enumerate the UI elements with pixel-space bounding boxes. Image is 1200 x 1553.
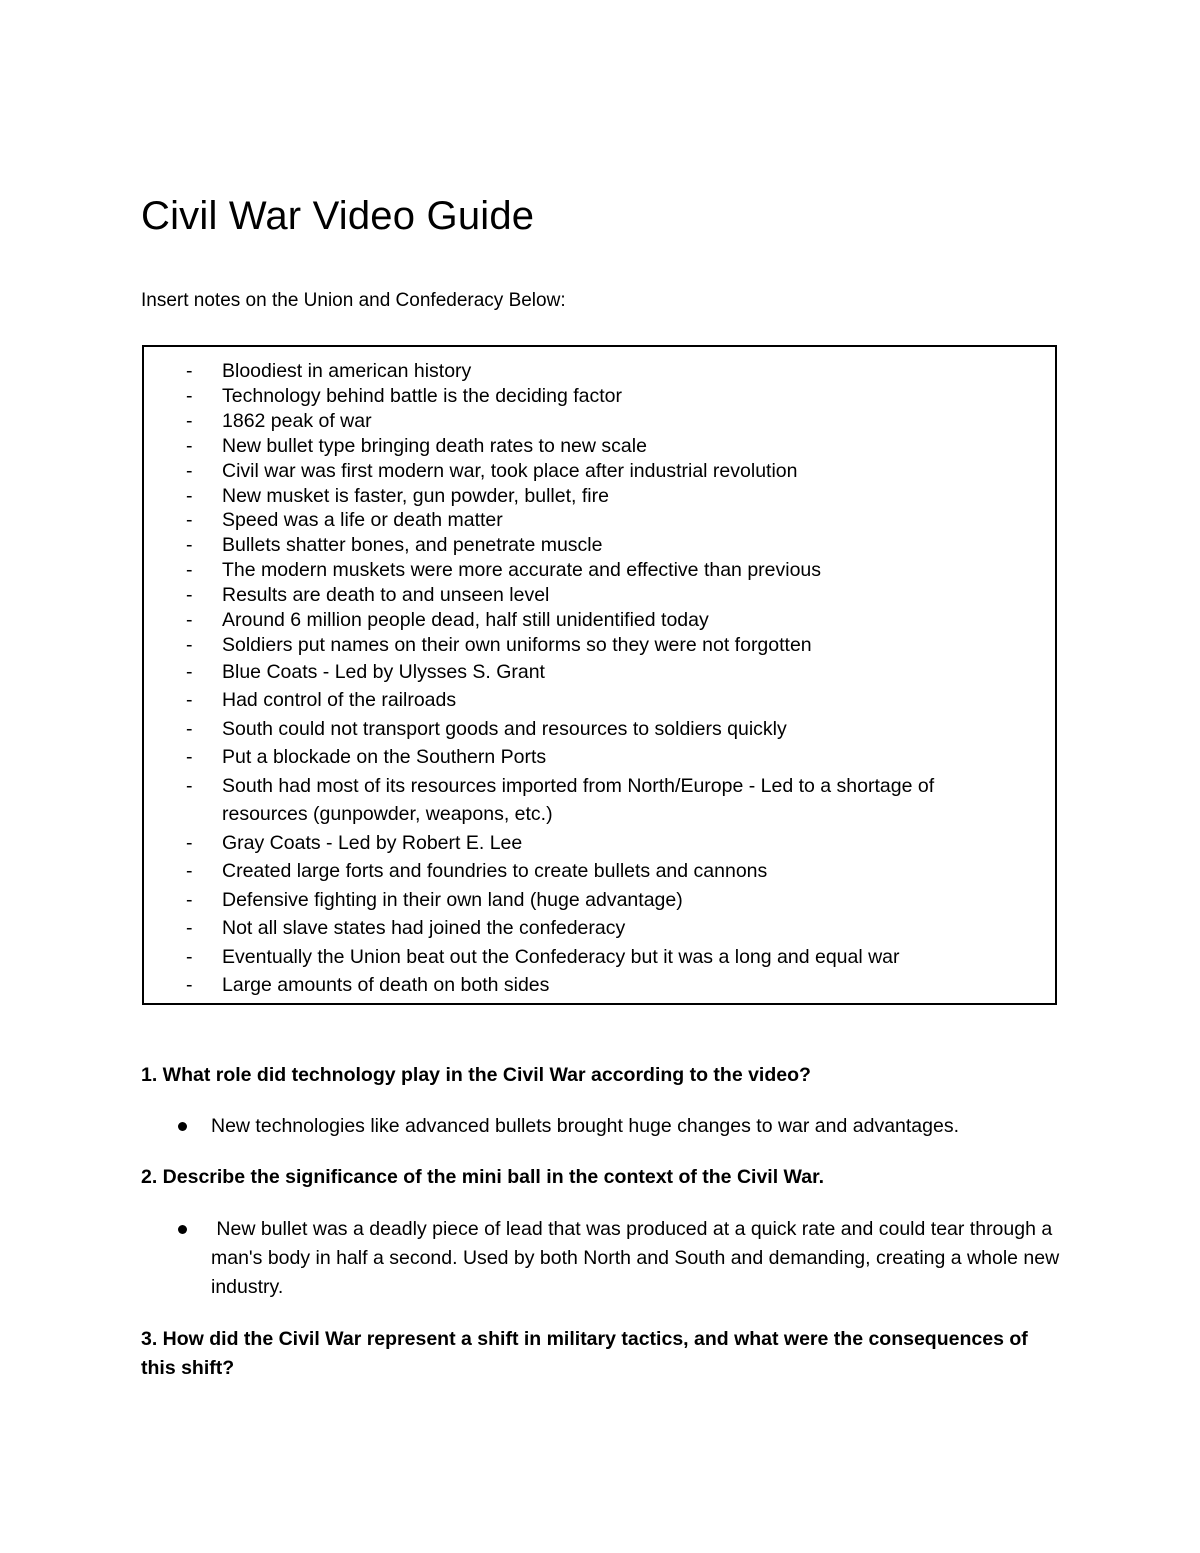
note-text: Results are death to and unseen level [222, 584, 550, 607]
dash-marker: - [186, 534, 193, 557]
note-item [144, 633, 1055, 658]
answer-2: New bullet was a deadly piece of lead that was produced at a quick rate and could tear through a man's body in half a second. Used by both North and South and demanding, creating a whole new industry. [211, 1218, 1065, 1298]
note-item [144, 409, 1055, 434]
page-title: Civil War Video Guide [141, 194, 535, 238]
note-item [144, 715, 1055, 744]
note-item [144, 971, 1055, 1000]
dash-marker: - [186, 633, 193, 656]
note-text: Blue Coats - Led by Ulysses S. Grant [222, 660, 545, 683]
dash-marker: - [186, 831, 193, 854]
dash-marker: - [186, 584, 193, 607]
note-item [144, 359, 1055, 384]
dash-marker: - [186, 384, 193, 407]
note-text: 1862 peak of war [222, 409, 372, 432]
dash-marker: - [186, 888, 193, 911]
note-text: Created large forts and foundries to create bullets and cannons [222, 860, 768, 883]
note-item [144, 914, 1055, 943]
dash-marker: - [186, 459, 193, 482]
note-item [144, 608, 1055, 633]
note-item [144, 508, 1055, 533]
note-text: South had most of its resources imported from North/Europe - Led to a shortage of resources (gunpowder, weapons, etc.) [222, 774, 935, 826]
intro-text: Insert notes on the Union and Confederacy Below: [141, 290, 566, 311]
dash-marker: - [186, 689, 193, 712]
note-text: Gray Coats - Led by Robert E. Lee [222, 831, 523, 854]
answer-1: New technologies like advanced bullets brought huge changes to war and advantages. [211, 1115, 960, 1137]
dash-marker: - [186, 660, 193, 683]
note-text: Put a blockade on the Southern Ports [222, 746, 547, 769]
note-text: South could not transport goods and resources to soldiers quickly [222, 717, 787, 740]
note-item [144, 459, 1055, 484]
dash-marker: - [186, 746, 193, 769]
dash-marker: - [186, 559, 193, 582]
notes-list [144, 359, 1055, 1000]
question-2: 2. Describe the significance of the mini ball in the context of the Civil War. [141, 1166, 824, 1188]
notes-box [142, 345, 1057, 1005]
note-item [144, 533, 1055, 558]
note-item [144, 384, 1055, 409]
dash-marker: - [186, 945, 193, 968]
dash-marker: - [186, 774, 193, 797]
bullet-icon [178, 1122, 187, 1131]
note-item [144, 886, 1055, 915]
dash-marker: - [186, 409, 193, 432]
note-item [144, 658, 1055, 687]
note-text: Large amounts of death on both sides [222, 974, 550, 997]
note-item [144, 743, 1055, 772]
note-text: Speed was a life or death matter [222, 509, 503, 532]
note-item [144, 434, 1055, 459]
dash-marker: - [186, 717, 193, 740]
dash-marker: - [186, 509, 193, 532]
note-item [144, 484, 1055, 509]
dash-marker: - [186, 484, 193, 507]
dash-marker: - [186, 974, 193, 997]
note-item [144, 857, 1055, 886]
note-item [144, 829, 1055, 858]
note-item [144, 686, 1055, 715]
note-text: Civil war was first modern war, took place after industrial revolution [222, 459, 798, 482]
note-text: Technology behind battle is the deciding factor [222, 384, 623, 407]
note-text: Bloodiest in american history [222, 360, 472, 382]
question-1: 1. What role did technology play in the Civil War according to the video? [141, 1064, 811, 1086]
note-text: Defensive fighting in their own land (huge advantage) [222, 888, 683, 911]
dash-marker: - [186, 360, 193, 382]
note-text: New musket is faster, gun powder, bullet, fire [222, 484, 609, 507]
dash-marker: - [186, 917, 193, 940]
note-text: New bullet type bringing death rates to new scale [222, 434, 647, 457]
note-text: Had control of the railroads [222, 689, 457, 712]
bullet-icon [178, 1225, 187, 1234]
dash-marker: - [186, 434, 193, 457]
note-item [144, 558, 1055, 583]
note-item [144, 943, 1055, 972]
dash-marker: - [186, 860, 193, 883]
note-text: The modern muskets were more accurate and effective than previous [222, 559, 822, 582]
dash-marker: - [186, 609, 193, 632]
note-item [144, 772, 1055, 829]
note-text: Around 6 million people dead, half still unidentified today [222, 609, 709, 632]
note-text: Not all slave states had joined the confederacy [222, 917, 626, 940]
note-text: Soldiers put names on their own uniforms so they were not forgotten [222, 633, 812, 656]
question-3: 3. How did the Civil War represent a shift in military tactics, and what were the consequences of this shift? [141, 1328, 1028, 1379]
note-text: Bullets shatter bones, and penetrate muscle [222, 534, 603, 557]
note-text: Eventually the Union beat out the Confederacy but it was a long and equal war [222, 945, 900, 968]
note-item [144, 583, 1055, 608]
